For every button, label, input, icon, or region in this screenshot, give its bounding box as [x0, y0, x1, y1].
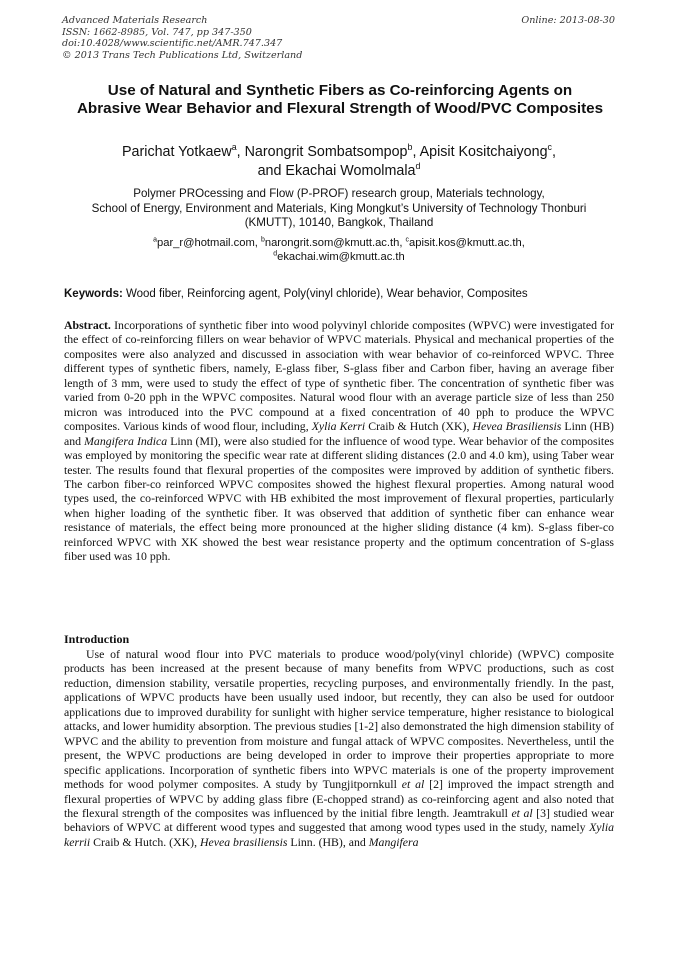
- paper-title: Use of Natural and Synthetic Fibers as Co-reinforcing Agents on Abrasive Wear Behavior and Flexural Strength of Wood/PVC Composites: [76, 82, 604, 117]
- keywords: [64, 287, 616, 301]
- affiliation-line: School of Energy, Environment and Materials, King Mongkut’s University of Technology Thonburi: [91, 201, 587, 215]
- author-name: , Apisit Kositchaiyong: [412, 144, 548, 160]
- abstract-text: Linn (HB) and: [64, 419, 614, 448]
- author-sup: c: [547, 142, 552, 153]
- email-sup: d: [273, 249, 278, 257]
- copyright-line: © 2013 Trans Tech Publications Ltd, Switzerland: [62, 49, 303, 61]
- email-link[interactable]: narongrit.som@kmutt.ac.th,: [264, 237, 406, 249]
- abstract-species: Hevea Brasiliensis: [472, 419, 562, 434]
- intro-text: [2] improved the impact strength and flexural properties of WPVC by adding glass fibre (E-chopped strand) as co-reinforcing agent and also noted that the flexural strength of the composites was influenced by the initial fibre length. Jeamtrakull: [64, 777, 615, 820]
- email-sup: a: [153, 236, 157, 244]
- author-separator: ,: [551, 144, 556, 160]
- affiliation-line: (KMUTT), 10140, Bangkok, Thailand: [244, 216, 434, 229]
- keywords-label: Keywords:: [64, 288, 123, 300]
- abstract-species: Mangifera Indica: [84, 433, 168, 448]
- affiliation-line: Polymer PROcessing and Flow (P-PROF) research group, Materials technology,: [133, 187, 545, 200]
- author-list: [60, 143, 618, 181]
- intro-italic: et al: [401, 777, 425, 792]
- abstract-label: Abstract.: [64, 318, 111, 332]
- intro-italic: et al: [511, 805, 533, 820]
- author-name: and Ekachai Womolmala: [257, 163, 416, 179]
- abstract-text: Incorporations of synthetic fiber into wood polyvinyl chloride composites (WPVC) were investigated for the effect of co-reinforcing fillers on wear behavior of WPVC materials. Physical and mechanical properties of the composites were also analyzed and discussed in association with wear behavior of co-reinforced WPVC. Three different types of synthetic fibers, namely, E-glass fiber, S-glass fiber and Carbon fiber, having an average fiber length of 3 mm, were used to study the effect of type of synthetic fiber. The concentration of synthetic fiber was varied from 0-20 pph in the WPVC composites. Natural wood flour with an average particle size of less than 250 micron was introduced into the PVC compound at a fixed concentration of 40 pph to produce the WPVC composites. Various kinds of wood flour, including,: [64, 318, 614, 434]
- abstract: [64, 318, 614, 564]
- section-heading-introduction: Introduction: [64, 632, 130, 646]
- author-name: , Narongrit Sombatsompop: [236, 144, 408, 160]
- affiliation: [58, 187, 620, 231]
- intro-text: [3] studied wear behaviors of WPVC at different wood types and suggested that among wood types used in the study, namely: [64, 805, 614, 835]
- intro-text: Linn. (HB), and: [287, 834, 369, 849]
- email-link[interactable]: par_r@hotmail.com,: [157, 237, 261, 249]
- journal-name: Advanced Materials Research: [62, 15, 208, 26]
- intro-italic: Hevea brasiliensis: [199, 834, 288, 849]
- online-date: Online: 2013-08-30: [521, 15, 615, 26]
- intro-italic: Xylia kerrii: [64, 820, 614, 849]
- author-sup: d: [415, 161, 421, 172]
- keywords-text: Wood fiber, Reinforcing agent, Poly(vinyl chloride), Wear behavior, Composites: [122, 288, 528, 300]
- doi-line[interactable]: doi:10.4028/www.scientific.net/AMR.747.347: [62, 38, 283, 49]
- issn-line: ISSN: 1662-8985, Vol. 747, pp 347-350: [62, 26, 252, 38]
- intro-text: Craib & Hutch. (XK),: [90, 834, 200, 849]
- abstract-text: Linn (MI), were also studied for the influence of wood type. Wear behavior of the composites was employed by monitoring the specific wear rate at different sliding distances (2.0 and 4.0 km), using Taber wear tester. The results found that flexural properties of the composites were improved by addition of synthetic fibers. The carbon fiber-co reinforced WPVC composites showed the highest flexural properties. Among natural wood types used, the co-reinforced WPVC with HB exhibited the most improvement of flexural properties, particularly when higher loading of the synthetic fiber. It was observed that addition of synthetic fiber can enhance wear resistance of materials, the effect being more pronounced at the higher sliding distance (4 km). S-glass fiber-co reinforced WPVC with XK showed the best wear resistance property and the optimum concentration of S-glass fiber used was 10 pph.: [64, 433, 615, 564]
- author-name: Parichat Yotkaew: [122, 144, 232, 160]
- author-sup: b: [407, 142, 413, 153]
- email-sup: c: [405, 236, 410, 244]
- intro-text: Use of natural wood flour into PVC materials to produce wood/poly(vinyl chloride) (WPVC) composite products has been increased at the present because of many benefits from WPVC productions, such as cost reduction, dimension stability, versatile properties, recycling purposes, and environmentally friendly. In the past, applications of WPVC products have been usually used indoor, but recently, they can also be used for outdoor applications due to improved durability for sunlight with higher service temperature, higher resistance to biological attacks, and lower humidity absorption. The previous studies [1-2] also demonstrated the high dimension stability of WPVC and the ability to prevention from moisture and fungal attack of WPVC composites. Nevertheless, until the present, the WPVC productions are being developed in order to improve their properties appropriate to more specific applications. Incorporation of synthetic fibers into WPVC materials is one of the property improvement methods for wood polymer composites. A study by Tungjitpornkull: [64, 647, 614, 792]
- journal-header: [62, 15, 615, 61]
- email-sup: b: [261, 236, 265, 244]
- abstract-species: Xylia Kerri: [311, 419, 366, 434]
- author-sup: a: [231, 142, 237, 153]
- introduction-paragraph: [64, 647, 614, 849]
- abstract-text: Craib & Hutch (XK),: [365, 419, 473, 434]
- email-link[interactable]: ekachai.wim@kmutt.ac.th: [277, 250, 405, 263]
- author-emails: [60, 237, 618, 264]
- email-link[interactable]: apisit.kos@kmutt.ac.th,: [409, 237, 525, 249]
- intro-italic: Mangifera: [368, 834, 419, 849]
